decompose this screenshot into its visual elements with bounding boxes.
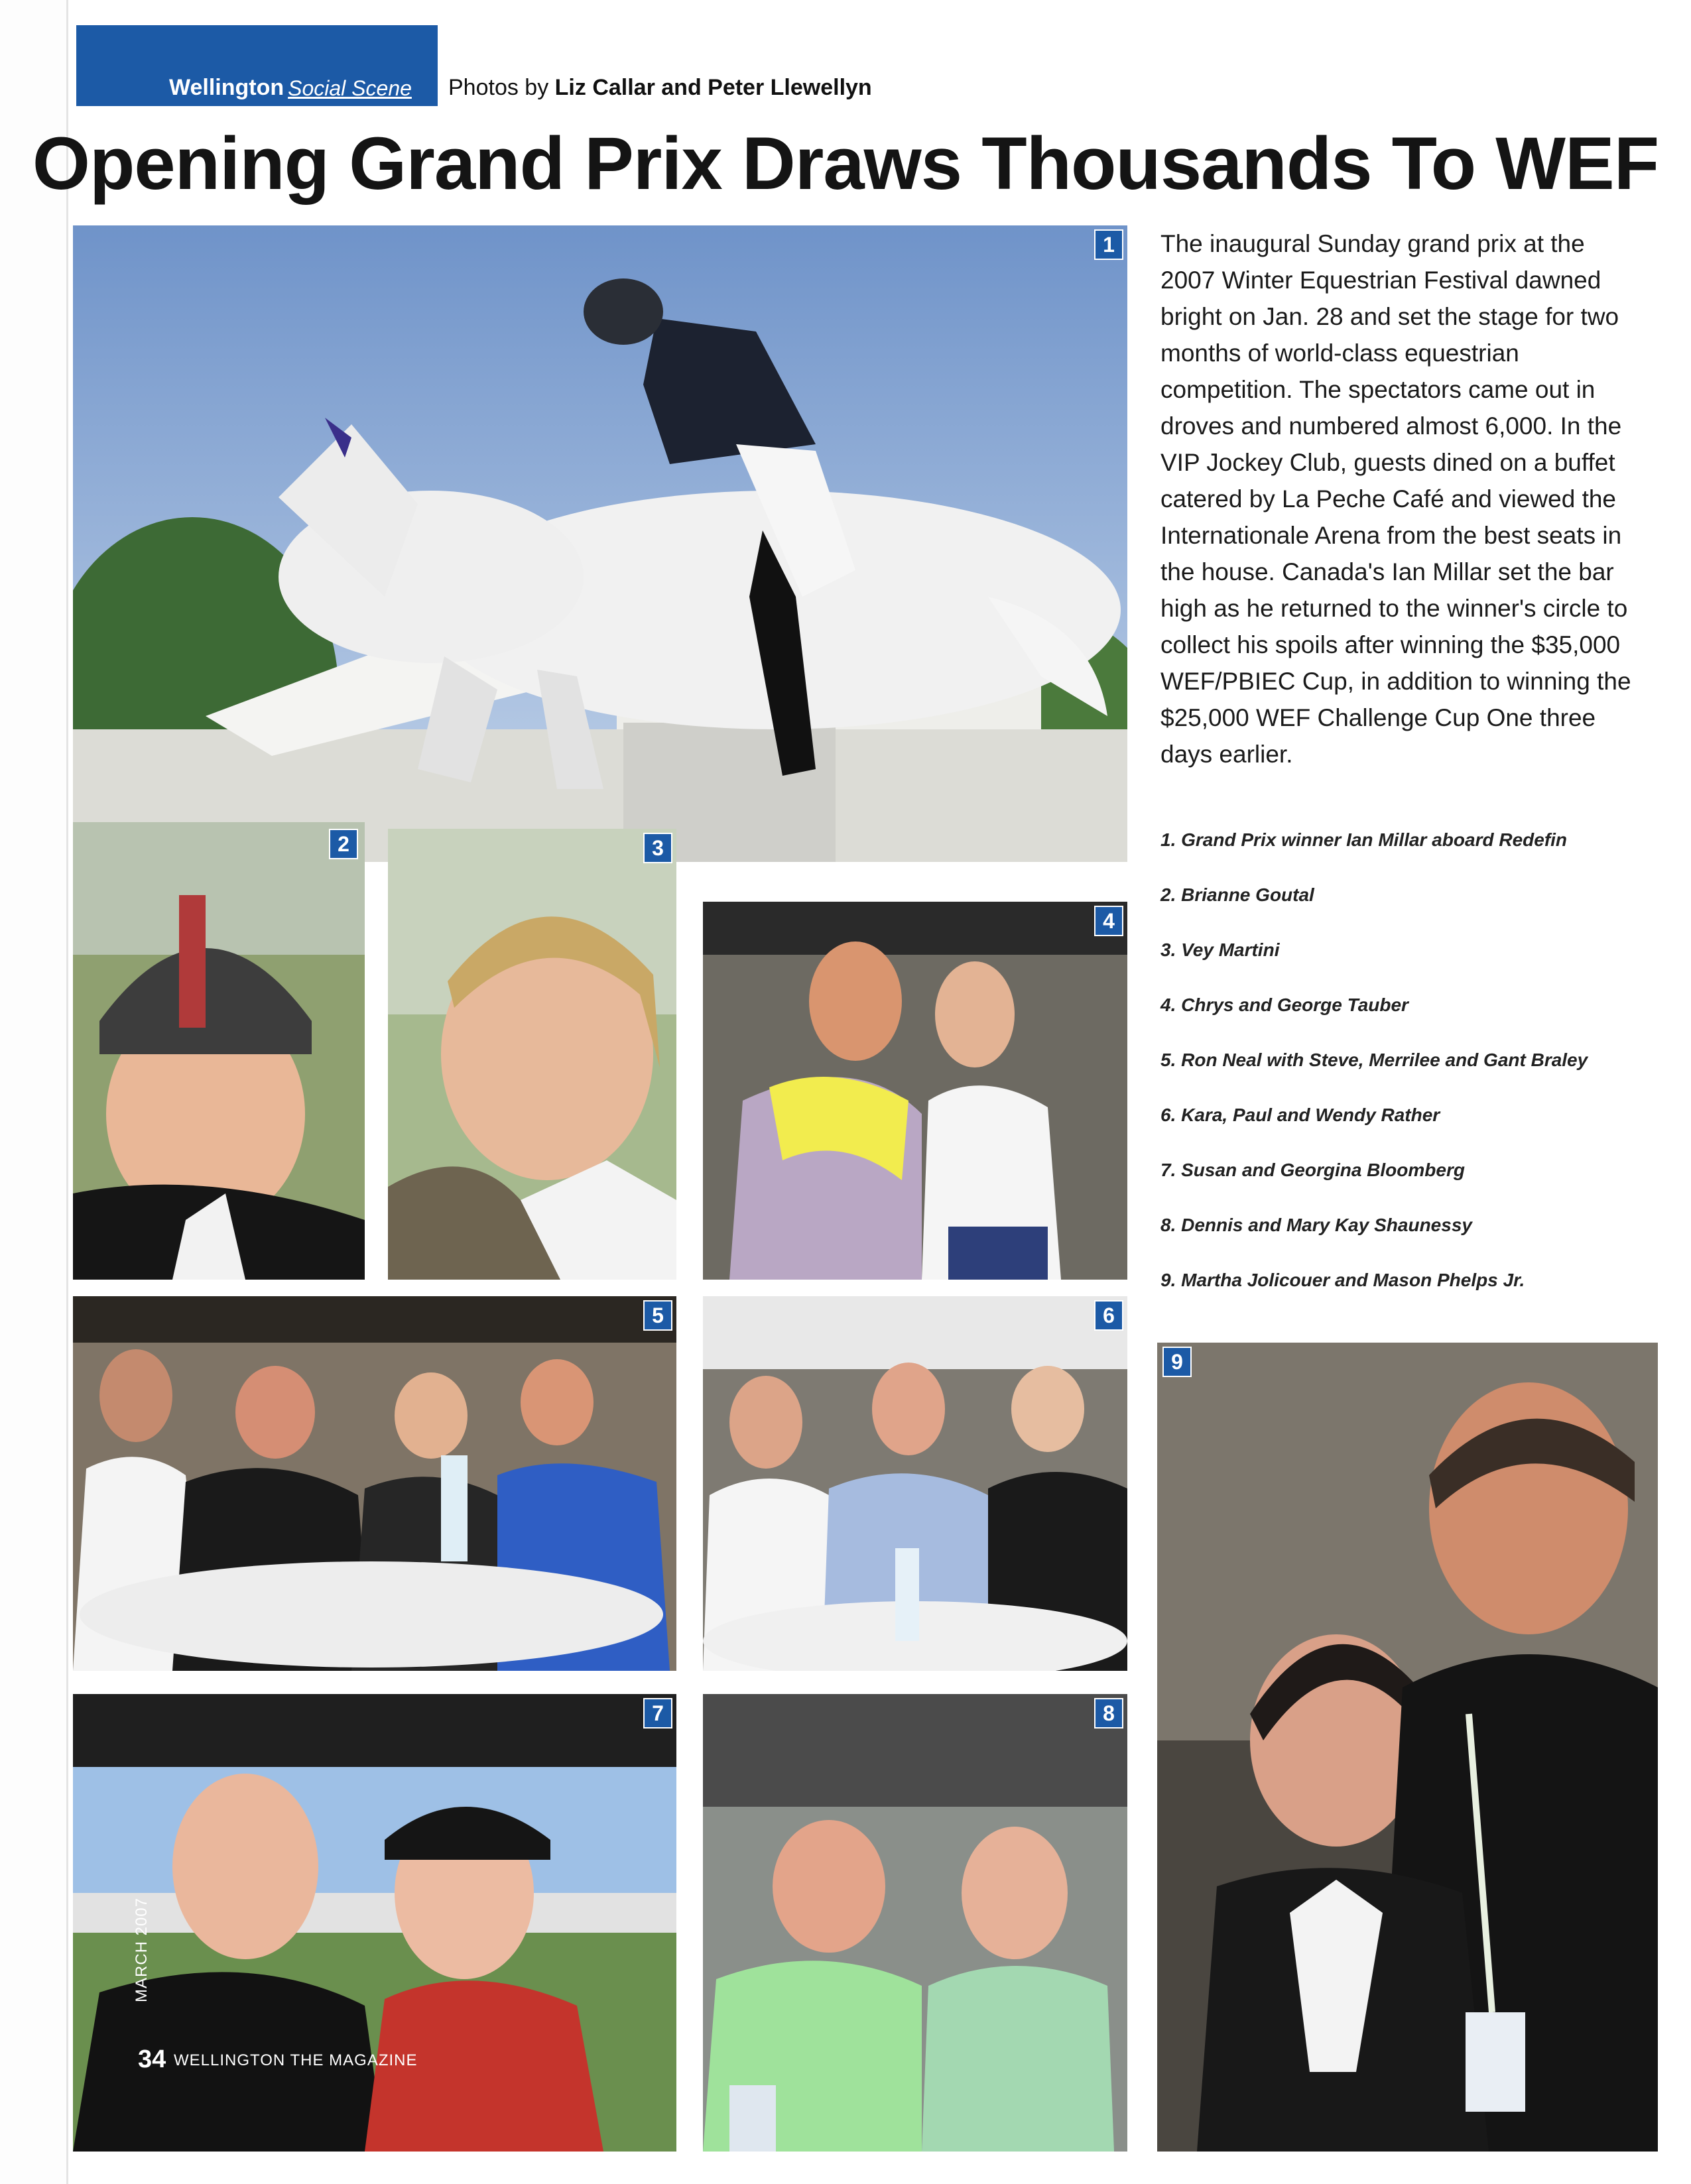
photo-number-badge: 7 (643, 1698, 672, 1729)
photo-4-couple (703, 902, 1127, 1280)
photo-9-image (1157, 1343, 1658, 2152)
caption-item: 6. Kara, Paul and Wendy Rather (1160, 1105, 1440, 1125)
credit-names: Liz Callar and Peter Llewellyn (554, 75, 872, 100)
photo-captions (1160, 829, 1638, 1324)
caption-item: 9. Martha Jolicouer and Mason Phelps Jr. (1160, 1270, 1525, 1290)
photo-number-badge: 8 (1094, 1698, 1123, 1729)
photo-5-image (73, 1296, 676, 1671)
photo-1-image (73, 225, 1127, 862)
section-label-box (76, 25, 438, 106)
caption-item: 4. Chrys and George Tauber (1160, 995, 1409, 1015)
photo-9-pair (1157, 1343, 1658, 2152)
photo-6-group (703, 1296, 1127, 1671)
photo-7-image (73, 1694, 676, 2152)
photo-2-image (73, 822, 365, 1280)
issue-date: MARCH 2007 (133, 1897, 151, 2002)
photo-8-couple (703, 1694, 1127, 2152)
photo-7-pair (73, 1694, 676, 2152)
photo-credit (448, 75, 872, 106)
caption-item: 8. Dennis and Mary Kay Shaunessy (1160, 1215, 1472, 1235)
photo-number-badge: 3 (643, 833, 672, 863)
magazine-name: WELLINGTON THE MAGAZINE (174, 2051, 418, 2069)
caption-item: 2. Brianne Goutal (1160, 884, 1314, 905)
page-number: 34 (138, 2045, 166, 2073)
photo-6-image (703, 1296, 1127, 1671)
photo-5-group (73, 1296, 676, 1671)
section-header (76, 25, 872, 106)
photo-1-horse-jump (73, 225, 1127, 862)
photo-3-image (388, 829, 676, 1280)
article-body: The inaugural Sunday grand prix at the 2007 Winter Equestrian Festival dawned bright on Jan. 28 and set the stage for two months of world-class equestrian competition. The spectators came out in droves and numbered almost 6,000. In the VIP Jockey Club, guests dined on a buffet catered by La Peche Café and viewed the Internationale Arena from the best seats in the house. Canada's Ian Millar set the bar high as he returned to the winner's circle to collect his spoils after winning the $35,000 WEF/PBIEC Cup, in addition to winning the $25,000 WEF Challenge Cup One three days earlier. (1160, 230, 1631, 768)
caption-item: 7. Susan and Georgina Bloomberg (1160, 1160, 1465, 1180)
article-title: Opening Grand Prix Draws Thousands To WEF (32, 122, 1659, 205)
photo-number-badge: 9 (1162, 1347, 1192, 1377)
credit-prefix: Photos by (448, 75, 555, 100)
page-edge (0, 0, 68, 2184)
photo-number-badge: 4 (1094, 906, 1123, 936)
section-name: Wellington (169, 75, 284, 100)
photo-number-badge: 1 (1094, 229, 1123, 260)
photo-number-badge: 5 (643, 1300, 672, 1331)
section-subname: Social Scene (288, 76, 412, 100)
photo-4-image (703, 902, 1127, 1280)
photo-number-badge: 6 (1094, 1300, 1123, 1331)
caption-item: 1. Grand Prix winner Ian Millar aboard Redefin (1160, 829, 1568, 850)
photo-number-badge: 2 (329, 829, 358, 859)
caption-item: 5. Ron Neal with Steve, Merrilee and Gant Braley (1160, 1050, 1588, 1070)
photo-8-image (703, 1694, 1127, 2152)
photo-2-portrait (73, 822, 365, 1280)
photo-3-portrait (388, 829, 676, 1280)
caption-item: 3. Vey Martini (1160, 940, 1280, 960)
